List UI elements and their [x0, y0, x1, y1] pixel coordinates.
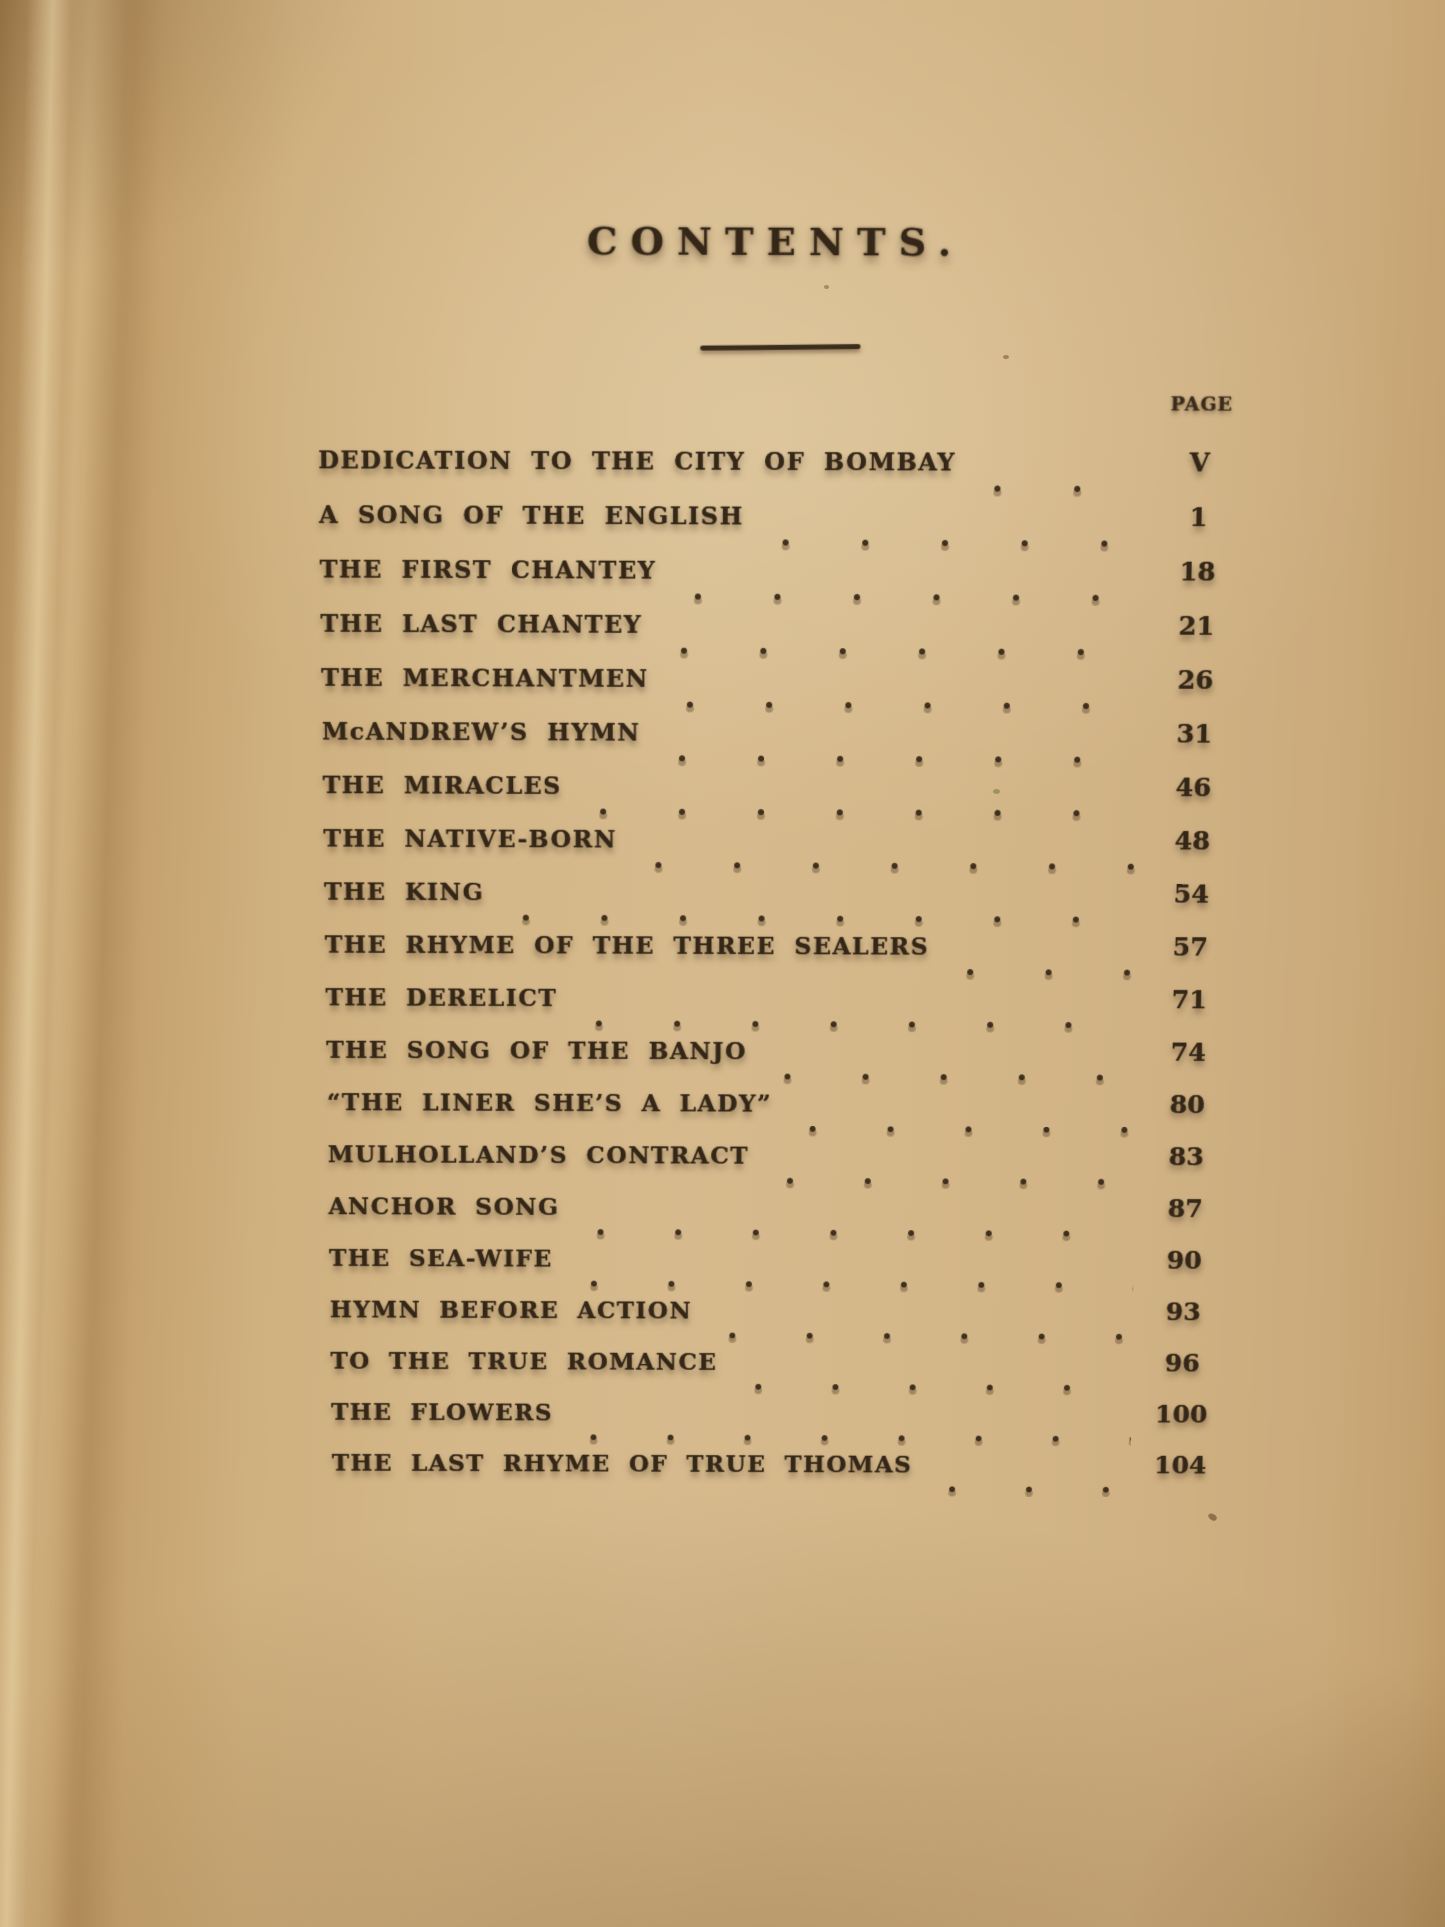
toc-entry-title: THE SEA-WIFE: [328, 1244, 553, 1273]
title-divider-rule: [700, 344, 861, 351]
toc-entry-row: [323, 824, 1230, 880]
toc-entry-row: [320, 555, 1236, 613]
toc-entry-title: THE NATIVE-BORN: [323, 824, 617, 854]
leader-dots: [568, 1417, 1131, 1447]
toc-entry-title: THE FLOWERS: [331, 1398, 554, 1426]
toc-entry-row: [322, 717, 1232, 774]
leader-dots: [672, 575, 1146, 606]
toc-entry-row: [331, 1398, 1218, 1452]
toc-entry-row: [328, 1140, 1224, 1195]
toc-entry-page-number: 83: [1168, 1143, 1205, 1172]
toc-entry-title: THE LAST RHYME OF TRUE THOMAS: [331, 1449, 913, 1479]
toc-entry-row: [320, 609, 1234, 666]
toc-entry-page-number: 21: [1178, 612, 1215, 642]
leader-dots: [972, 467, 1148, 497]
toc-entry-page-number: 96: [1164, 1349, 1200, 1379]
toc-entry-title: HYMN BEFORE ACTION: [329, 1295, 693, 1325]
leader-dots: [500, 896, 1140, 927]
toc-entry-page-number: 74: [1170, 1038, 1207, 1068]
toc-entry-page-number: 18: [1179, 557, 1216, 588]
leader-dots: [658, 629, 1145, 660]
paper-speck: [1003, 355, 1009, 359]
leader-dots: [787, 1108, 1136, 1138]
paper-speck: [824, 285, 829, 289]
toc-entry-page-number: 31: [1176, 720, 1213, 750]
page-title: CONTENTS.: [586, 217, 965, 265]
leader-dots: [573, 1002, 1138, 1033]
toc-entry-title: McANDREW’S HYMN: [321, 717, 641, 747]
toc-entry-row: [327, 1088, 1225, 1143]
toc-entry-page-number: 46: [1175, 773, 1212, 803]
toc-entry-page-number: 80: [1169, 1091, 1206, 1120]
toc-entry-page-number: 87: [1167, 1195, 1204, 1224]
page-column-header: PAGE: [1170, 393, 1234, 416]
toc-entry-title: DEDICATION TO THE CITY OF BOMBAY: [318, 445, 957, 477]
toc-entry-page-number: 93: [1165, 1298, 1202, 1327]
toc-entry-page-number: 71: [1171, 986, 1208, 1016]
toc-entry-title: THE RHYME OF THE THREE SEALERS: [324, 930, 930, 961]
toc-entry-title: TO THE TRUE ROMANCE: [330, 1347, 718, 1376]
leader-dots: [927, 1469, 1130, 1497]
leader-dots: [575, 1211, 1135, 1241]
toc-entry-row: [330, 1296, 1221, 1350]
toc-entry-title: MULHOLLAND’S CONTRACT: [327, 1140, 750, 1170]
toc-entry-page-number: 48: [1174, 827, 1211, 857]
toc-entry-row: [329, 1244, 1221, 1299]
toc-list: [318, 445, 1238, 1503]
toc-entry-row: [328, 1192, 1222, 1247]
toc-entry-row: [324, 877, 1229, 933]
toc-entry-row: [325, 983, 1226, 1039]
toc-entry-title: THE LAST CHANTEY: [320, 609, 643, 639]
leader-dots: [765, 1160, 1136, 1190]
toc-entry-title: THE SONG OF THE BANJO: [326, 1035, 747, 1065]
toc-entry-row: [326, 1036, 1226, 1091]
toc-entry-title: A SONG OF THE ENGLISH: [318, 500, 744, 531]
paper-speck: [993, 789, 1000, 794]
leader-dots: [656, 737, 1142, 768]
toc-entry-row: [321, 663, 1233, 720]
toc-entry-row: [330, 1347, 1219, 1401]
toc-entry-title: THE DERELICT: [325, 983, 558, 1012]
toc-entry-title: THE MERCHANTMEN: [321, 663, 649, 693]
toc-entry-row: [332, 1449, 1217, 1503]
toc-entry-row: [325, 930, 1228, 986]
toc-entry-row: [318, 445, 1238, 503]
toc-entry-title: ANCHOR SONG: [328, 1192, 560, 1221]
toc-entry-page-number: 100: [1154, 1401, 1208, 1430]
toc-entry-title: THE KING: [323, 877, 485, 906]
leader-dots: [568, 1263, 1133, 1293]
toc-entry-page-number: 104: [1153, 1452, 1207, 1480]
toc-entry-page-number: 90: [1166, 1247, 1203, 1276]
toc-entry-row: [319, 500, 1237, 558]
leader-dots: [762, 1056, 1137, 1086]
leader-dots: [665, 683, 1144, 714]
leader-dots: [708, 1315, 1133, 1344]
leader-dots: [944, 951, 1139, 980]
toc-entry-page-number: 26: [1177, 666, 1214, 696]
leader-dots: [760, 521, 1147, 552]
toc-entry-page-number: V: [1189, 448, 1210, 479]
toc-entry-title: THE FIRST CHANTEY: [319, 554, 657, 585]
toc-entry-row: [323, 771, 1232, 828]
leader-dots: [633, 844, 1141, 875]
toc-entry-title: “THE LINER SHE’S A LADY”: [326, 1088, 773, 1118]
leader-dots: [578, 790, 1142, 821]
toc-entry-page-number: 57: [1172, 933, 1209, 963]
toc-entry-page-number: 54: [1173, 880, 1210, 910]
leader-dots: [733, 1366, 1132, 1395]
toc-entry-title: THE MIRACLES: [322, 770, 562, 800]
toc-entry-page-number: 1: [1189, 503, 1208, 534]
